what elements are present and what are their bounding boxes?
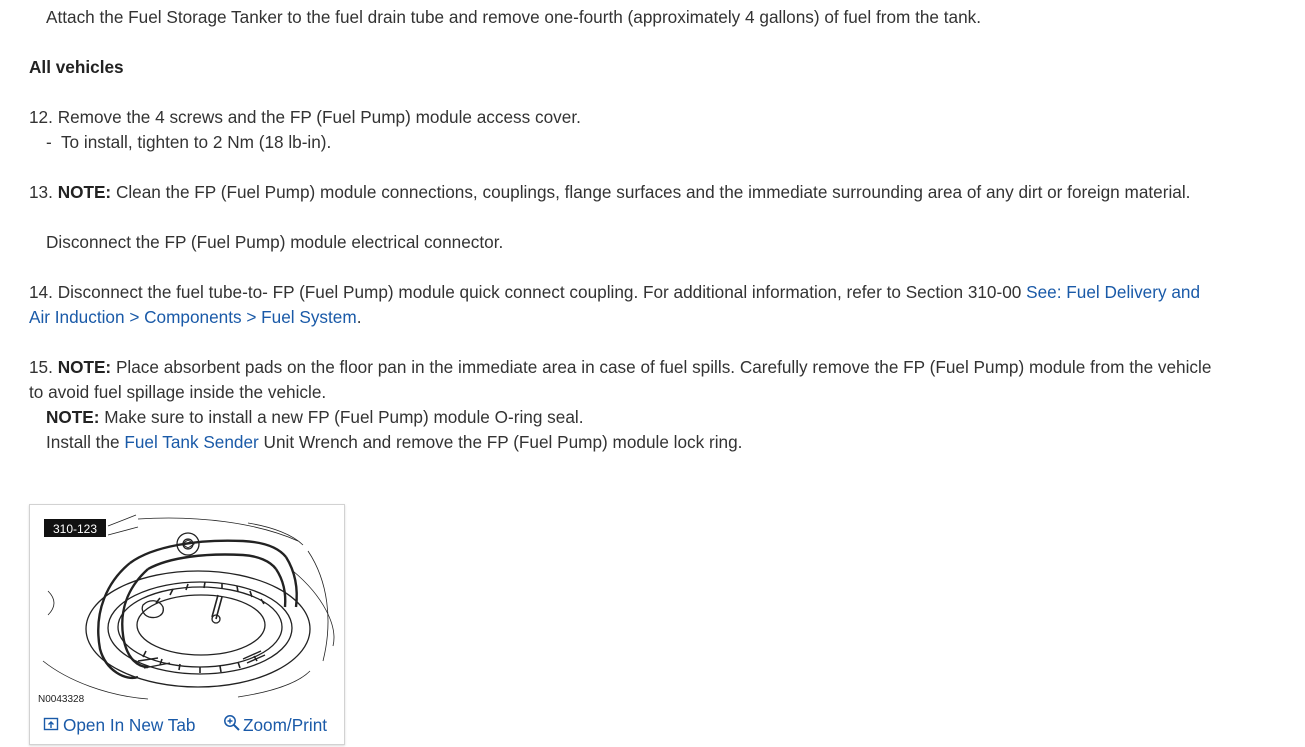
step-12 [29,105,581,130]
step-15 [29,355,1211,380]
zoom-print-button[interactable] [223,712,327,739]
open-new-tab-icon [43,713,59,739]
note-label: NOTE: [57,357,112,377]
step-14 [29,280,1200,305]
open-in-new-tab-button[interactable] [43,712,196,739]
step-13-action: Disconnect the FP (Fuel Pump) module electrical connector. [46,232,504,252]
note-text: Clean the FP (Fuel Pump) module connections, couplings, flange surfaces and the immediate surrounding area of any dirt or foreign material. [115,182,1191,202]
step-11-continuation: Attach the Fuel Storage Tanker to the fuel drain tube and remove one-fourth (approximately 4 gallons) of fuel from the tank. [46,7,982,27]
step-13 [29,180,1190,205]
figure-actions [30,712,344,740]
fuel-pump-lock-ring-illustration[interactable] [38,511,338,707]
step-15-action: Install the Fuel Tank Sender Unit Wrench and remove the FP (Fuel Pump) module lock ring. [46,432,743,452]
step-text: Remove the 4 screws and the FP (Fuel Pump) module access cover. [57,107,581,127]
step-number: 14. [29,282,53,302]
zoom-print-label: Zoom/Print [243,715,328,735]
note-text: Place absorbent pads on the floor pan in the immediate area in case of fuel spills. Carefully remove the FP (Fuel Pump) module from the vehicle [115,357,1212,377]
step-number: 13. [29,182,53,202]
fuel-system-link-part2[interactable]: Air Induction > Components > Fuel System [29,307,357,327]
magnifier-plus-icon [223,713,241,739]
figure-card [29,504,345,745]
step-12-substep: - To install, tighten to 2 Nm (18 lb-in). [46,132,332,152]
tool-number-text: 310-123 [52,522,98,536]
step-15-note2 [46,405,583,430]
step-number: 15. [29,357,53,377]
fuel-tank-sender-link[interactable]: Fuel Tank Sender [124,432,259,452]
step-text: Disconnect the fuel tube-to- FP (Fuel Pump) module quick connect coupling. For additional information, refer to Section 310-00 [57,282,1022,302]
step-number: 12. [29,107,53,127]
section-heading-all-vehicles: All vehicles [29,57,124,77]
step-14-line2 [29,305,361,330]
note-label: NOTE: [57,182,112,202]
note-text: Make sure to install a new FP (Fuel Pump) module O-ring seal. [104,407,584,427]
step-15-line2: to avoid fuel spillage inside the vehicle. [29,382,327,402]
step-14-period: . [356,307,362,327]
open-in-new-tab-label: Open In New Tab [63,715,196,735]
fuel-system-link-part1[interactable]: See: Fuel Delivery and [1026,282,1200,302]
note-label: NOTE: [46,407,100,427]
illustration-svg [38,511,338,707]
image-id-text: N0043328 [38,694,85,705]
